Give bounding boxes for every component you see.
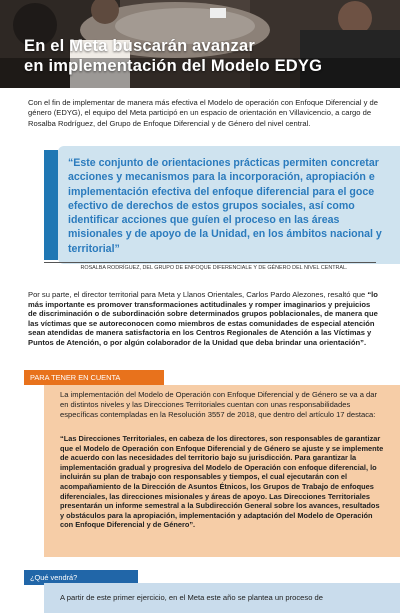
hero-banner bbox=[0, 0, 400, 88]
director-quote-text: “lo más importante es promover transformaciones actitudinales y romper imaginarios y prejuicios de discriminación o de subordinación sobre determinados grupos poblacionales, de manera que las víctimas que se autoreconocen como miembros de estas comunidades de especial atención sean atendidas de manera satisfactoria en los Centros Regionales de Atención a las Víctimas y Puntos de Atención, o por algún colaborador de la Unidad que deba brindar una orientación”. bbox=[28, 290, 378, 347]
info-box-intro: La implementación del Modelo de Operación con Enfoque Diferencial y de Género se va a dar en distintos niveles y las Direcciones Territoriales cuentan con unas responsabilidades específicas contempladas en la Resolución 3557 de 2018, que dentro del artículo 17 destaca: bbox=[60, 390, 378, 420]
page-title-line-2: en implementación del Modelo EDYG bbox=[24, 57, 323, 75]
section-tag-que-vendra: ¿Qué vendrá? bbox=[24, 570, 138, 585]
intro-paragraph: Con el fin de implementar de manera más efectiva el Modelo de operación con Enfoque Diferencial y de género (EDYG), el equipo del Meta participó en un espacio de orientación en Villavicencio, a cargo de Rosalba Rodríguez, del Grupo de Enfoque Diferencial y de Género del nivel central. bbox=[28, 98, 378, 128]
next-box-text: A partir de este primer ejercicio, en el Meta este año se plantea un proceso de bbox=[60, 593, 323, 602]
page-title bbox=[24, 36, 322, 76]
director-lead-text: Por su parte, el director territorial para Meta y Llanos Orientales, Carlos Pardo Alezones, resaltó que bbox=[28, 290, 368, 299]
director-paragraph bbox=[28, 290, 380, 348]
section-tag-para-tener-en-cuenta: PARA TENER EN CUENTA bbox=[24, 370, 164, 385]
quote-divider bbox=[44, 262, 376, 263]
info-box-quote: “Las Direcciones Territoriales, en cabeza de los directores, son responsables de garantizar que el Modelo de Operación con Enfoque Diferencial y de Género se ajuste y se implemente de acuerdo con las necesidades del territorio bajo su jurisdicción. Para garantizar la implementación gradual y progresiva del Modelo de Operación con enfoque diferencial, lo incluirán su plan de trabajo con responsables y tiempos, el cual ejecutarán con el acompañamiento de la Dirección de Asuntos Étnicos, los Grupos de Trabajo de enfoques diferenciales, las direcciones misionales y áreas de apoyo. Las Direcciones Territoriales presentarán un informe semestral a la Subdirección General sobre los avances, resultados y obstáculos para la apropiación, implementación y adaptación del Modelo de Operación con Enfoque Diferencial y de Género”. bbox=[60, 434, 384, 530]
quote-accent-bar bbox=[44, 150, 58, 260]
pull-quote: “Este conjunto de orientaciones prácticas permiten concretar acciones y mecanismos para la incorporación, apropiación e implementación efectiva del enfoque diferencial para el goce efectivo de derechos de estos grupos sociales, así como identificar acciones que guíen el proceso en las áreas misionales y de apoyo de la Unidad, en los ámbitos nacional y territorial” bbox=[68, 157, 382, 255]
page-title-line-1: En el Meta buscarán avanzar bbox=[24, 37, 255, 55]
quote-attribution: ROSALBA RODRÍGUEZ, DEL GRUPO DE ENFOQUE DIFERENCIALE Y DE GÉNERO DEL NIVEL CENTRAL. bbox=[80, 265, 348, 271]
